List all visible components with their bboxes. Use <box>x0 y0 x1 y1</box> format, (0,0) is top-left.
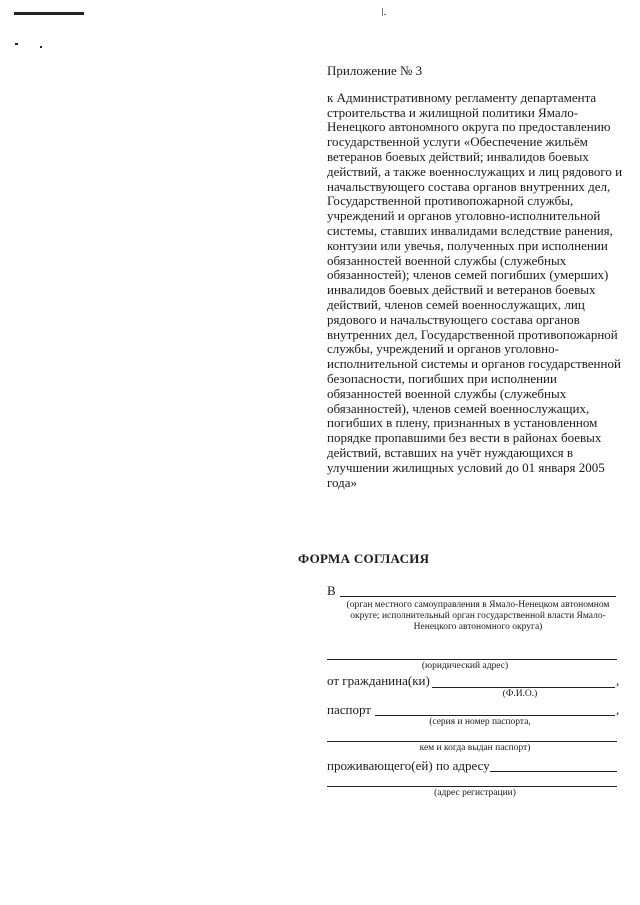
annex-text: к Административному регламенту департамента строительства и жилищной политики Ямало-Ненецкого автономного округа по предоставлению государственной услуги «Обеспечение жильём ветеранов боевых действий; инвалидов боевых действий, а также военнослужащих и лиц рядового и начальствующего состава органов внутренних дел, Государственной противопожарной службы, учреждений и органов уголовно-исполнительной системы, ставших инвалидами вследствие ранения, контузии или увечья, полученных при исполнении обязанностей военной службы (служебных обязанностей); членов семей погибших (умерших) инвалидов боевых действий и ветеранов боевых действий, членов семей военнослужащих, лиц рядового и начальствующего состава органов внутренних дел, Государственной противопожарной службы, учреждений и органов уголовно-исполнительной системы и органов государственной безопасности, погибших при исполнении обязанностей военной службы (служебных обязанностей), членов семей военнослужащих, погибших в плену, признанных в установленном порядке пропавшими без вести в районах боевых действий, вставших на учёт нуждающихся в улучшении жилищных условий до 01 января 2005 года» <box>327 89 623 490</box>
scan-speck <box>40 46 42 48</box>
to-field[interactable] <box>340 596 616 597</box>
scan-speck <box>15 43 18 45</box>
annex-header <box>327 64 627 490</box>
citizen-label: от гражданина(ки) <box>327 673 430 688</box>
to-caption: (орган местного самоуправления в Ямало-Ненецком автономном округе; исполнительный орган государственной власти Ямало-Ненецкого автономного округа) <box>346 600 610 632</box>
residing-label: проживающего(ей) по адресу <box>327 758 490 773</box>
annex-title: Приложение № 3 <box>327 63 423 78</box>
citizen-caption: (Ф.И.О.) <box>502 689 538 699</box>
passport-caption: (серия и номер паспорта, <box>429 717 531 727</box>
scan-speck <box>382 8 383 16</box>
issued-caption: кем и когда выдан паспорт) <box>419 743 531 753</box>
to-prefix: В <box>327 583 336 598</box>
scan-mark <box>14 12 84 15</box>
comma: , <box>616 702 620 717</box>
form-title: ФОРМА СОГЛАСИЯ <box>298 551 430 566</box>
passport-field[interactable] <box>375 715 615 716</box>
passport-issued-field[interactable] <box>327 741 617 742</box>
legal-address-field[interactable] <box>327 659 617 660</box>
scan-speck <box>384 14 386 15</box>
citizen-field[interactable] <box>432 687 615 688</box>
comma: , <box>616 673 620 688</box>
passport-label: паспорт <box>327 702 371 717</box>
legal-address-caption: (юридический адрес) <box>421 661 509 671</box>
registration-caption: (адрес регистрации) <box>434 788 516 798</box>
registration-field[interactable] <box>327 786 617 787</box>
residing-field[interactable] <box>490 771 617 772</box>
